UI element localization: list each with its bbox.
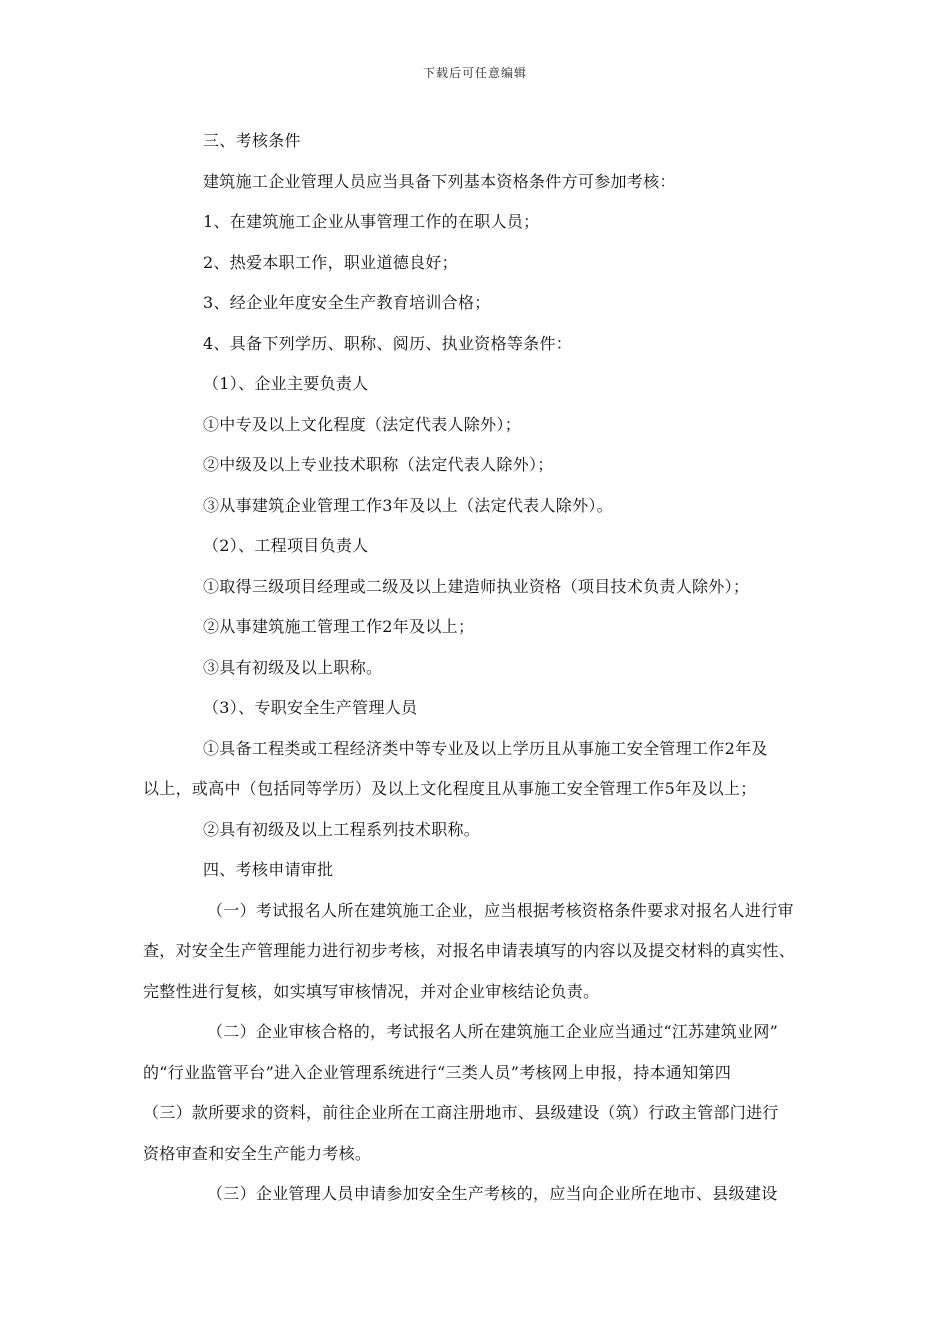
approval-paragraph-3-line-1: （三）企业管理人员申请参加安全生产考核的，应当向企业所在地市、县级建设	[207, 1184, 778, 1203]
group-3-item-2: ②具有初级及以上工程系列技术职称。	[203, 819, 481, 839]
group-2-item-2: ②从事建筑施工管理工作2年及以上；	[203, 617, 475, 636]
condition-1: 1、在建筑施工企业从事管理工作的在职人员；	[203, 212, 540, 231]
group-3-item-1-line-1: ①具备工程类或工程经济类中等专业及以上学历且从事施工安全管理工作2年及	[203, 738, 768, 758]
group-1-item-3: ③从事建筑企业管理工作3年及以上（法定代表人除外）。	[203, 495, 613, 515]
approval-paragraph-2-line-1: （二）企业审核合格的，考试报名人所在建筑施工企业应当通过“江苏建筑业网”	[207, 1022, 779, 1041]
approval-paragraph-1-line-3: 完整性进行复核，如实填写审核情况，并对企业审核结论负责。	[143, 981, 600, 1001]
group-2-title: （2）、工程项目负责人	[203, 536, 369, 555]
group-3-item-1	[143, 729, 813, 810]
group-1-title: （1）、企业主要负责人	[203, 374, 369, 393]
approval-paragraph-1-line-2: 查，对安全生产管理能力进行初步考核，对报名申请表填写的内容以及提交材料的真实性、	[143, 941, 796, 960]
section-heading-4: 四、考核申请审批	[203, 860, 334, 879]
document-body	[143, 121, 813, 1215]
condition-3: 3、经企业年度安全生产教育培训合格；	[203, 293, 491, 312]
condition-4: 4、具备下列学历、职称、阅历、执业资格等条件：	[203, 333, 573, 353]
group-1-item-2: ②中级及以上专业技术职称（法定代表人除外）；	[203, 455, 554, 474]
approval-paragraph-2	[143, 1012, 813, 1174]
approval-paragraph-2-line-2: 的“行业监管平台”进入企业管理系统进行“三类人员”考核网上申报，持本通知第四	[143, 1062, 732, 1082]
group-2-item-3: ③具有初级及以上职称。	[203, 657, 383, 677]
approval-paragraph-3	[143, 1174, 813, 1215]
group-3-title: （3）、专职安全生产管理人员	[203, 698, 418, 717]
group-2-item-1: ①取得三级项目经理或二级及以上建造师执业资格（项目技术负责人除外）；	[203, 576, 750, 596]
approval-paragraph-2-line-3: （三）款所要求的资料，前往企业所在工商注册地市、县级建设（筑）行政主管部门进行	[143, 1103, 779, 1122]
approval-paragraph-1	[143, 891, 813, 1013]
group-3-item-1-line-2: 以上，或高中（包括同等学历）及以上文化程度且从事施工安全管理工作5年及以上；	[143, 779, 757, 798]
approval-paragraph-2-line-4: 资格审查和安全生产能力考核。	[143, 1143, 372, 1163]
page-header: 下载后可任意编辑	[422, 66, 527, 80]
section-heading-3: 三、考核条件	[203, 131, 301, 150]
approval-paragraph-1-line-1: （一）考试报名人所在建筑施工企业，应当根据考核资格条件要求对报名人进行审	[207, 900, 794, 920]
group-1-item-1: ①中专及以上文化程度（法定代表人除外）；	[203, 414, 522, 434]
intro-paragraph: 建筑施工企业管理人员应当具备下列基本资格条件方可参加考核：	[203, 171, 676, 191]
condition-2: 2、热爱本职工作，职业道德良好；	[203, 252, 458, 272]
